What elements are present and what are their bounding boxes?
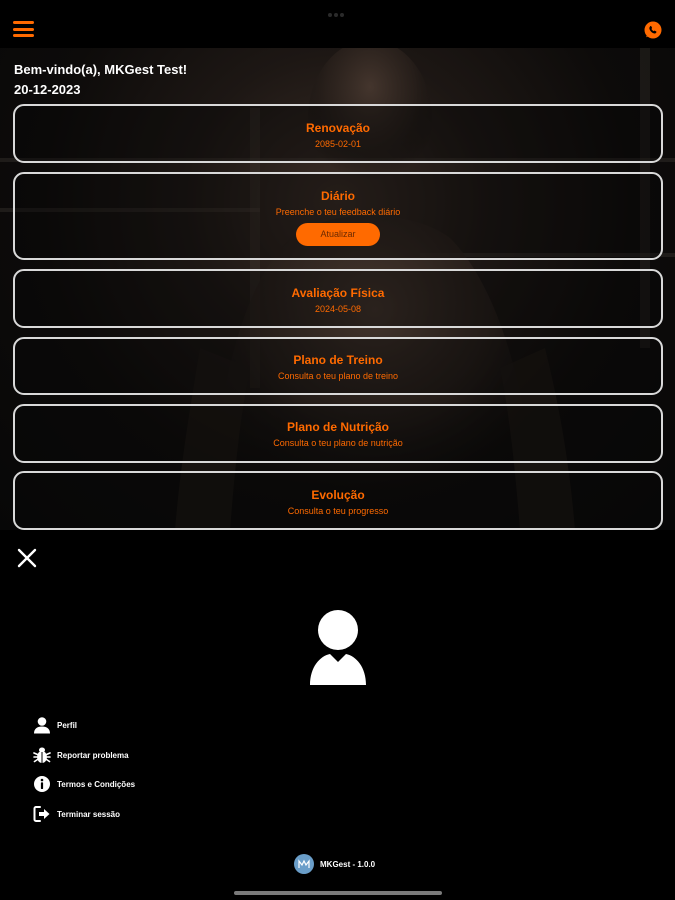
current-date: 20-12-2023 bbox=[14, 82, 81, 97]
card-subtitle: Preenche o teu feedback diário bbox=[275, 207, 401, 217]
renewal-date: 2085-02-01 bbox=[314, 139, 362, 149]
hamburger-menu-icon[interactable] bbox=[13, 21, 34, 37]
welcome-message: Bem-vindo(a), MKGest Test! bbox=[14, 62, 188, 77]
top-app-bar bbox=[0, 0, 675, 48]
status-notch bbox=[328, 4, 348, 8]
menu-item-label: Terminar sessão bbox=[57, 809, 120, 819]
card-title: Diário bbox=[320, 189, 355, 203]
info-icon bbox=[33, 775, 51, 793]
app-logo bbox=[294, 854, 314, 874]
card-subtitle: Consulta o teu plano de nutrição bbox=[273, 438, 403, 448]
navigation-drawer bbox=[0, 530, 675, 900]
home-indicator[interactable] bbox=[234, 891, 442, 895]
menu-item-termos-condicoes[interactable] bbox=[33, 775, 135, 793]
card-evolucao[interactable] bbox=[13, 471, 663, 530]
logout-icon bbox=[33, 805, 51, 823]
user-avatar-icon bbox=[308, 609, 368, 685]
card-title: Plano de Nutrição bbox=[286, 420, 390, 434]
bug-icon bbox=[33, 746, 51, 764]
card-plano-treino[interactable] bbox=[13, 337, 663, 395]
card-title: Evolução bbox=[311, 488, 365, 502]
user-icon bbox=[33, 716, 51, 734]
update-diary-button[interactable]: Atualizar bbox=[296, 223, 380, 246]
card-renovacao[interactable] bbox=[13, 104, 663, 163]
app-version: MKGest - 1.0.0 bbox=[320, 859, 376, 869]
menu-item-reportar-problema[interactable] bbox=[33, 746, 129, 764]
menu-item-label: Perfil bbox=[57, 720, 78, 730]
welcome-header bbox=[14, 60, 187, 100]
menu-item-label: Reportar problema bbox=[57, 750, 129, 760]
card-subtitle: Consulta o teu progresso bbox=[287, 506, 389, 516]
card-title: Plano de Treino bbox=[293, 353, 383, 367]
card-avaliacao-fisica[interactable] bbox=[13, 269, 663, 328]
menu-item-label: Termos e Condições bbox=[57, 779, 136, 789]
app-footer bbox=[294, 854, 375, 874]
card-subtitle: Consulta o teu plano de treino bbox=[277, 371, 399, 381]
assessment-date: 2024-05-08 bbox=[314, 304, 362, 314]
close-icon[interactable] bbox=[17, 548, 37, 568]
card-diario[interactable] bbox=[13, 172, 663, 260]
menu-item-terminar-sessao[interactable] bbox=[33, 805, 120, 823]
whatsapp-icon[interactable] bbox=[643, 20, 663, 40]
card-title: Renovação bbox=[305, 121, 371, 135]
menu-item-perfil[interactable] bbox=[33, 716, 77, 734]
card-title: Avaliação Física bbox=[291, 286, 385, 300]
app-logo-mark bbox=[298, 859, 310, 869]
card-plano-nutricao[interactable] bbox=[13, 404, 663, 463]
